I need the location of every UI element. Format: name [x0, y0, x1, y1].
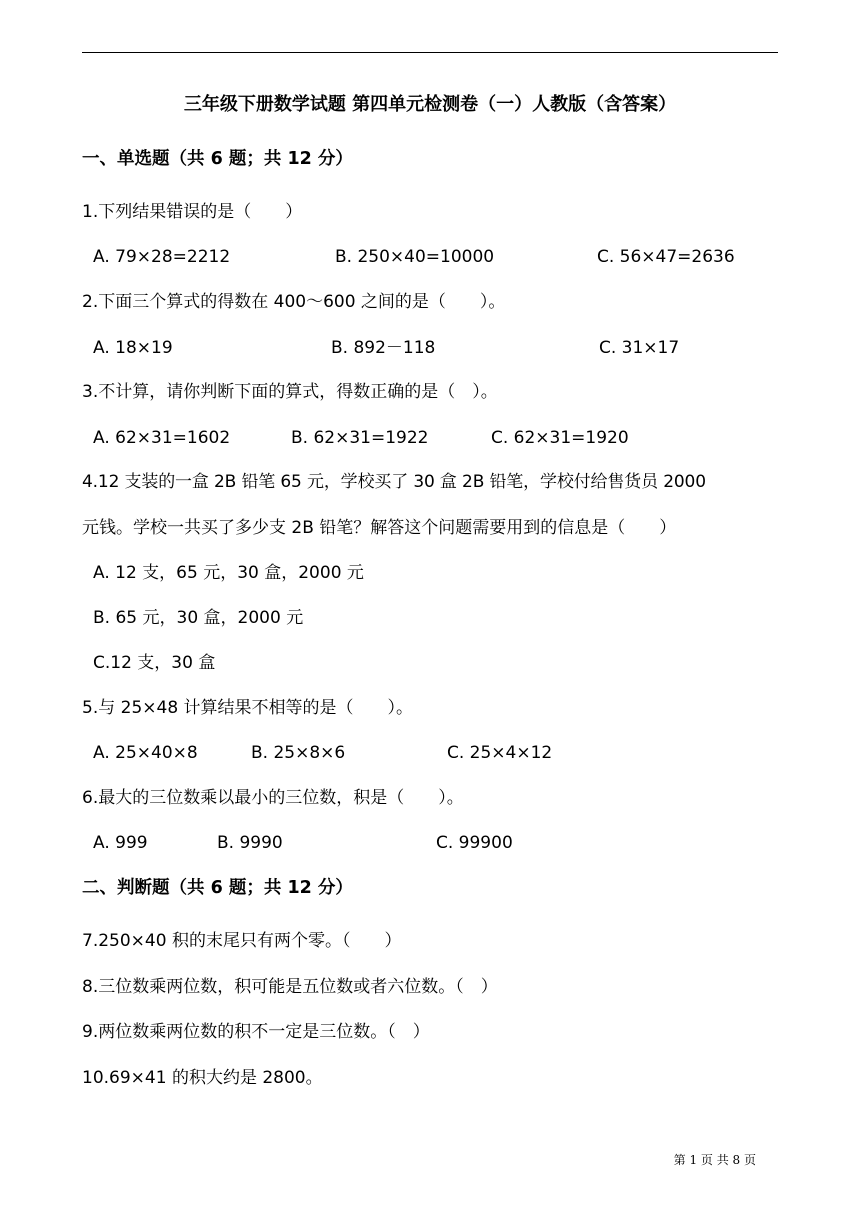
question-4-option-a: A. 12 支，65 元，30 盒，2000 元: [93, 563, 364, 583]
question-2-option-a: A. 18×19: [93, 338, 173, 358]
question-4-stem-line-2: 元钱。学校一共买了多少支 2B 铅笔？解答这个问题需要用到的信息是（ ）: [82, 518, 677, 538]
page-footer: 第 1 页 共 8 页: [673, 1153, 756, 1167]
question-6-option-a: A. 999: [93, 833, 148, 853]
question-2-option-c: C. 31×17: [599, 338, 680, 358]
question-1-stem: 1.下列结果错误的是（ ）: [82, 202, 303, 222]
question-3-option-a: A. 62×31=1602: [93, 428, 231, 448]
question-2-option-b: B. 892－118: [331, 338, 436, 358]
question-3-option-c: C. 62×31=1920: [491, 428, 629, 448]
header-rule: [82, 52, 778, 53]
question-9-stem: 9.两位数乘两位数的积不一定是三位数。（ ）: [82, 1022, 430, 1042]
question-6-stem: 6.最大的三位数乘以最小的三位数，积是（ ）。: [82, 788, 464, 808]
question-2-stem: 2.下面三个算式的得数在 400～600 之间的是（ ）。: [82, 292, 506, 312]
question-5-stem: 5.与 25×48 计算结果不相等的是（ ）。: [82, 698, 414, 718]
question-1-option-a: A. 79×28=2212: [93, 247, 231, 267]
section-heading-single-choice: 一、单选题（共 6 题；共 12 分）: [82, 149, 353, 169]
question-8-stem: 8.三位数乘两位数，积可能是五位数或者六位数。（ ）: [82, 977, 498, 997]
question-1-option-b: B. 250×40=10000: [335, 247, 495, 267]
question-6-option-b: B. 9990: [217, 833, 283, 853]
question-5-option-c: C. 25×4×12: [447, 743, 553, 763]
question-5-option-b: B. 25×8×6: [251, 743, 346, 763]
question-5-option-a: A. 25×40×8: [93, 743, 198, 763]
page-title: 三年级下册数学试题 第四单元检测卷（一）人教版（含答案）: [183, 94, 677, 115]
question-10-stem: 10.69×41 的积大约是 2800。: [82, 1068, 323, 1088]
question-3-stem: 3.不计算，请你判断下面的算式，得数正确的是（ ）。: [82, 382, 498, 402]
question-4-option-b: B. 65 元，30 盒，2000 元: [93, 608, 304, 628]
question-7-stem: 7.250×40 积的末尾只有两个零。（ ）: [82, 931, 402, 951]
question-1-option-c: C. 56×47=2636: [597, 247, 735, 267]
question-4-option-c: C.12 支，30 盒: [93, 653, 216, 673]
section-heading-true-false: 二、判断题（共 6 题；共 12 分）: [82, 878, 353, 898]
question-3-option-b: B. 62×31=1922: [291, 428, 429, 448]
question-6-option-c: C. 99900: [436, 833, 513, 853]
question-4-stem-line-1: 4.12 支装的一盒 2B 铅笔 65 元，学校买了 30 盒 2B 铅笔，学校付给售货员 2000: [82, 472, 706, 492]
